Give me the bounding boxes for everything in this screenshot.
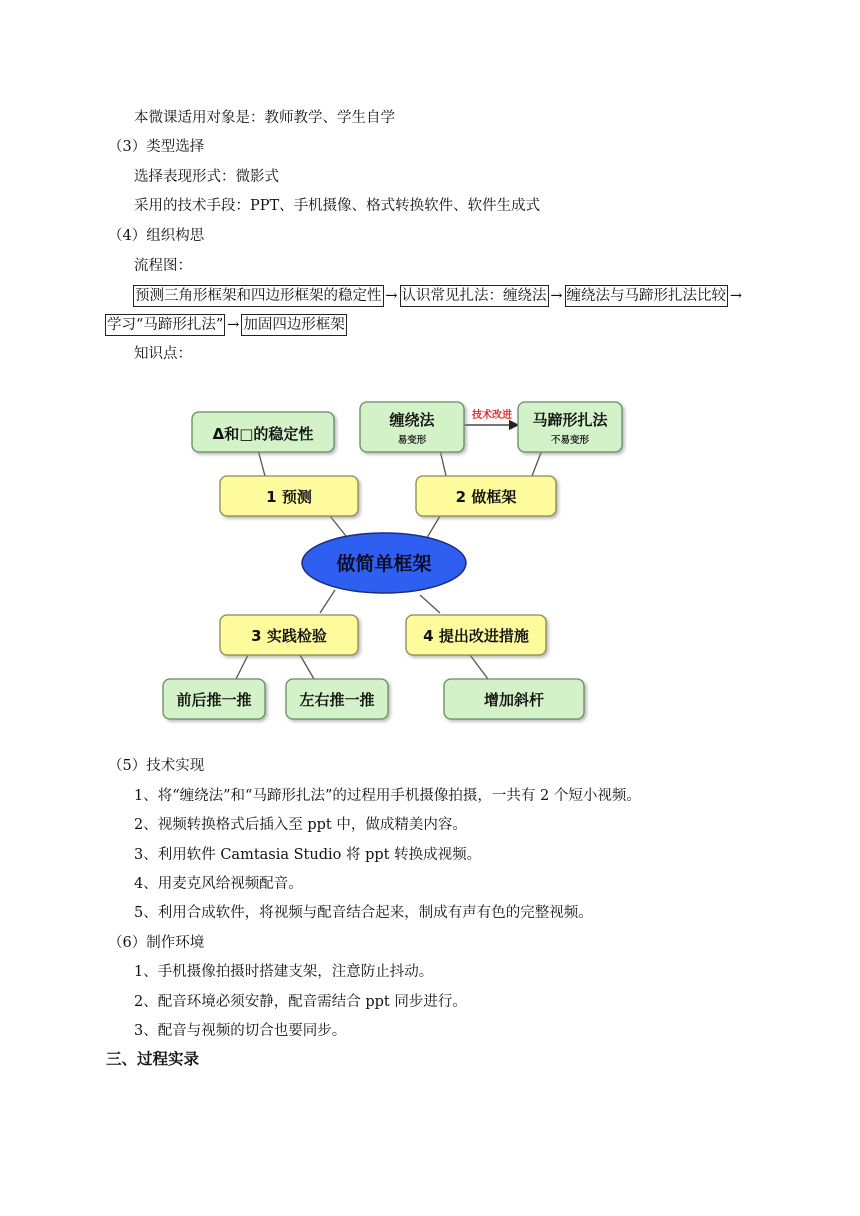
- leaf-stability: [192, 412, 334, 452]
- form-text: 选择表现形式：微影式: [134, 169, 279, 185]
- svg-text:Δ和□的稳定性: Δ和□的稳定性: [212, 425, 314, 443]
- flow-step-1: 预测三角形框架和四边形框架的稳定性: [133, 285, 384, 307]
- tech-item-1: 1、将“缠绕法”和“马蹄形扎法”的过程用手机摄像拍摄，一共有 2 个短小视频。: [134, 788, 641, 804]
- svg-text:1 预测: 1 预测: [266, 488, 312, 506]
- tech-item-5: 5、利用合成软件，将视频与配音结合起来，制成有声有色的完整视频。: [134, 905, 593, 921]
- flow-label: 流程图：: [134, 258, 192, 274]
- section-record-heading: 三、过程实录: [106, 1049, 200, 1068]
- svg-text:4 提出改进措施: 4 提出改进措施: [423, 627, 529, 645]
- flow-arrow: →: [227, 317, 240, 333]
- section-structure-heading: （4）组织构思: [108, 228, 205, 244]
- svg-text:缠绕法: 缠绕法: [389, 411, 435, 429]
- tech-text: 采用的技术手段：PPT、手机摄像、格式转换软件、软件生成式: [134, 198, 541, 214]
- svg-text:左右推一推: 左右推一推: [299, 691, 375, 709]
- svg-text:增加斜杆: 增加斜杆: [483, 691, 545, 709]
- svg-text:前后推一推: 前后推一推: [176, 691, 252, 709]
- improve-label: 技术改进: [472, 410, 512, 421]
- env-item-1: 1、手机摄像拍摄时搭建支架，注意防止抖动。: [134, 964, 434, 980]
- leaf-horseshoe-method: [518, 402, 622, 452]
- leaf-add-diagonal: [444, 679, 584, 719]
- tech-item-3: 3、利用软件 Camtasia Studio 将 ppt 转换成视频。: [134, 847, 482, 863]
- branch-predict: [220, 476, 358, 516]
- flow-arrow: →: [385, 288, 398, 304]
- flow-step-2: 认识常见扎法：缠绕法: [400, 285, 549, 307]
- section-tech-heading: （5）技术实现: [108, 758, 205, 774]
- tech-item-2: 2、视频转换格式后插入至 ppt 中，做成精美内容。: [134, 817, 467, 833]
- flow-step-3: 缠绕法与马蹄形扎法比较: [565, 285, 729, 307]
- svg-text:马蹄形扎法: 马蹄形扎法: [532, 411, 608, 429]
- knowledge-label: 知识点：: [134, 346, 192, 362]
- flow-arrow: →: [550, 288, 563, 304]
- env-item-3: 3、配音与视频的切合也要同步。: [134, 1023, 347, 1039]
- branch-practice-check: [220, 615, 358, 655]
- flow-step-4: 学习“马蹄形扎法”: [105, 314, 225, 336]
- leaf-push-left-right: [286, 679, 388, 719]
- svg-text:做简单框架: 做简单框架: [336, 553, 432, 575]
- svg-text:2 做框架: 2 做框架: [455, 488, 517, 506]
- branch-make-frame: [416, 476, 556, 516]
- svg-text:易变形: 易变形: [397, 435, 427, 446]
- env-item-2: 2、配音环境必须安静，配音需结合 ppt 同步进行。: [134, 994, 467, 1010]
- center-topic: [302, 533, 466, 593]
- leaf-winding-method: [360, 402, 464, 452]
- branch-improvement: [406, 615, 546, 655]
- leaf-push-front-back: [163, 679, 265, 719]
- flow-step-5: 加固四边形框架: [241, 314, 347, 336]
- section-env-heading: （6）制作环境: [108, 935, 205, 951]
- tech-item-4: 4、用麦克风给视频配音。: [134, 876, 303, 892]
- flow-arrow: →: [729, 288, 743, 304]
- svg-text:3 实践检验: 3 实践检验: [251, 627, 327, 645]
- audience-text: 本微课适用对象是：教师教学、学生自学: [134, 110, 395, 126]
- section-type-heading: （3）类型选择: [108, 139, 205, 155]
- svg-text:不易变形: 不易变形: [550, 435, 590, 446]
